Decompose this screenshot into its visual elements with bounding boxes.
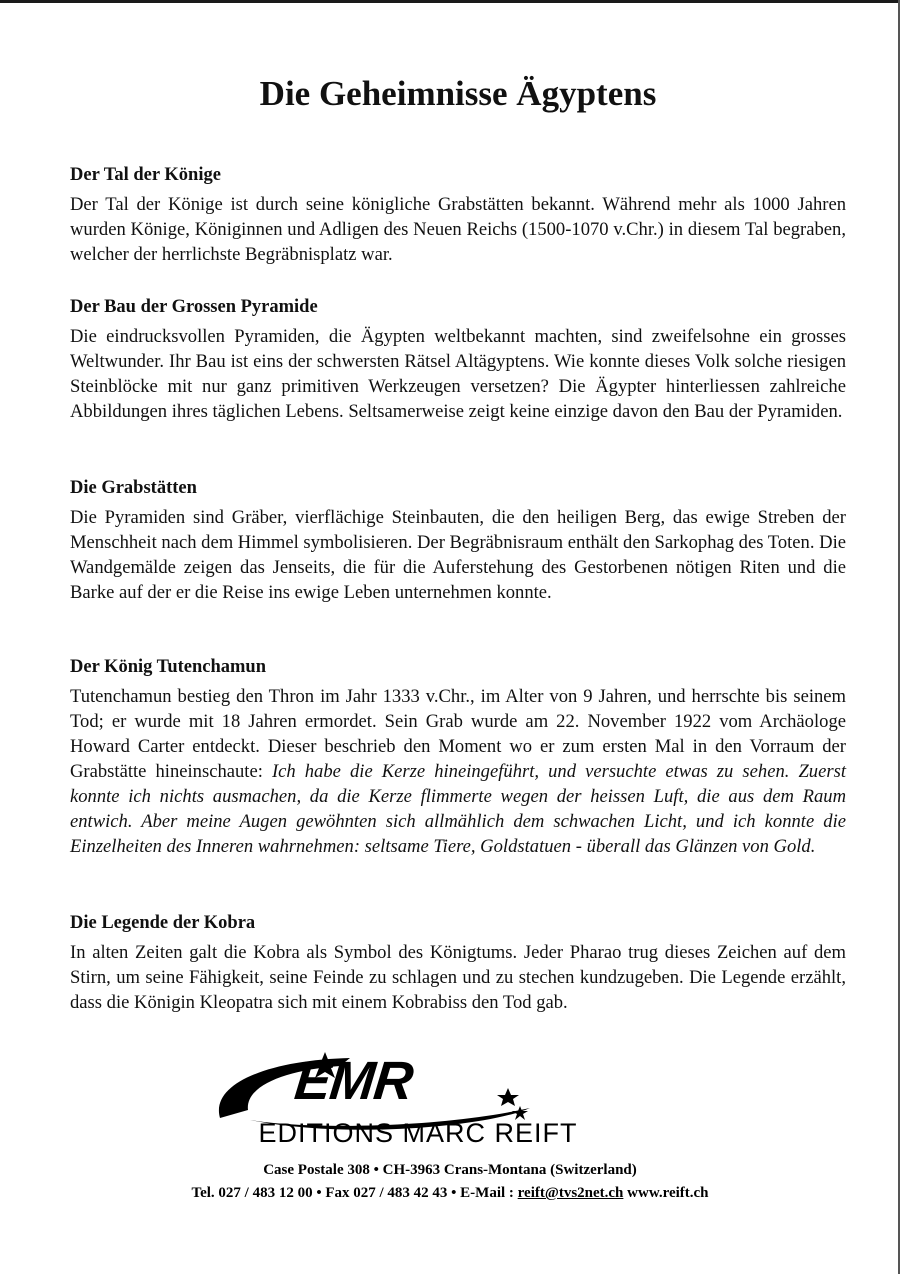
section-text: Die eindrucksvollen Pyramiden, die Ägypten weltbekannt machten, sind zweifelsohne ein grosses Weltwunder. Ihr Bau ist eins der schwersten Rätsel Altägyptens. Wie konnte dieses Volk solche riesigen Steinblöcke mit nur ganz primitiven Werkzeugen versetzen? Die Ägypter hinterliessen zahlreiche Abbildungen ihres täglichen Lebens. Seltsamerweise zeigt keine einzige davon den Bau der Pyramiden.	[70, 326, 846, 422]
section-tutankhamun	[70, 656, 846, 859]
section-heading: Die Legende der Kobra	[70, 913, 256, 933]
footer-website-link[interactable]: www.reift.ch	[623, 1185, 709, 1201]
section-tombs	[70, 477, 846, 605]
footer-email-link[interactable]: reift@tvs2net.ch	[517, 1185, 624, 1201]
section-text-intro: Tutenchamun bestieg den Thron im Jahr 1333 v.Chr., im Alter von 9 Jahren, und herrschte bis seinem Tod; er wurde mit 18 Jahren ermordet. Sein Grab wurde am 22. November 1922 vom Archäologe Howard Carter entdeckt. Dieser beschrieb den Moment wo er zum ersten Mal in den Vorraum der Grabstätte hineinschaute:	[70, 686, 846, 782]
carter-quote: Ich habe die Kerze hineingeführt, und versuchte etwas zu sehen. Zuerst konnte ich nichts ausmachen, da die Kerze flimmerte wegen der heissen Luft, die aus dem Raum entwich. Aber meine Augen gewöhnten sich allmählich dem schwachen Licht, und ich konnte die Einzelheiten des Inneren wahrnehmen: seltsame Tiere, Goldstatuen - überall das Glänzen von Gold.	[70, 761, 846, 857]
footer-address: Case Postale 308 • CH-3963 Crans-Montana (Switzerland)	[263, 1162, 637, 1178]
section-text: In alten Zeiten galt die Kobra als Symbol des Königtums. Jeder Pharao trug dieses Zeichen auf dem Stirn, um seine Fähigkeit, seine Feinde zu schlagen und zu stechen kundzugeben. Die Legende erzählt, dass die Königin Kleopatra sich mit einem Kobrabiss den Tod gab.	[70, 942, 846, 1013]
logo-publisher-name: EDITIONS MARC REIFT	[258, 1118, 578, 1148]
star-icon	[497, 1088, 519, 1106]
section-heading: Der Tal der Könige	[70, 165, 221, 185]
section-heading: Der König Tutenchamun	[70, 657, 267, 677]
section-text	[70, 684, 846, 859]
page-title: Die Geheimnisse Ägyptens	[259, 74, 657, 113]
page-border-top	[0, 0, 900, 3]
section-text: Die Pyramiden sind Gräber, vierflächige Steinbauten, die den heiligen Berg, das ewige Streben der Menschheit nach dem Himmel symbolisieren. Der Begräbnisraum enthält den Sarkophag des Toten. Die Wandgemälde zeigen das Jenseits, die für die Auferstehung des Gestorbenen nötigen Riten und die Barke auf der er die Reise ins ewige Leben unternehmen konnte.	[70, 507, 846, 603]
section-heading: Der Bau der Grossen Pyramide	[70, 297, 318, 317]
section-valley-of-kings	[70, 164, 846, 267]
logo-mark: EMR	[291, 1051, 416, 1111]
section-heading: Die Grabstätten	[70, 478, 197, 498]
section-text: Der Tal der Könige ist durch seine königliche Grabstätten bekannt. Während mehr als 1000 Jahren wurden Könige, Königinnen und Adligen des Neuen Reichs (1500-1070 v.Chr.) in diesem Tal begraben, welcher der herrlichste Begräbnisplatz war.	[70, 194, 846, 265]
footer-contact	[0, 1185, 900, 1202]
section-great-pyramid	[70, 296, 846, 424]
footer-phone-fax: Tel. 027 / 483 12 00 • Fax 027 / 483 42 43 • E-Mail :	[191, 1185, 518, 1201]
section-cobra-legend	[70, 912, 846, 1015]
